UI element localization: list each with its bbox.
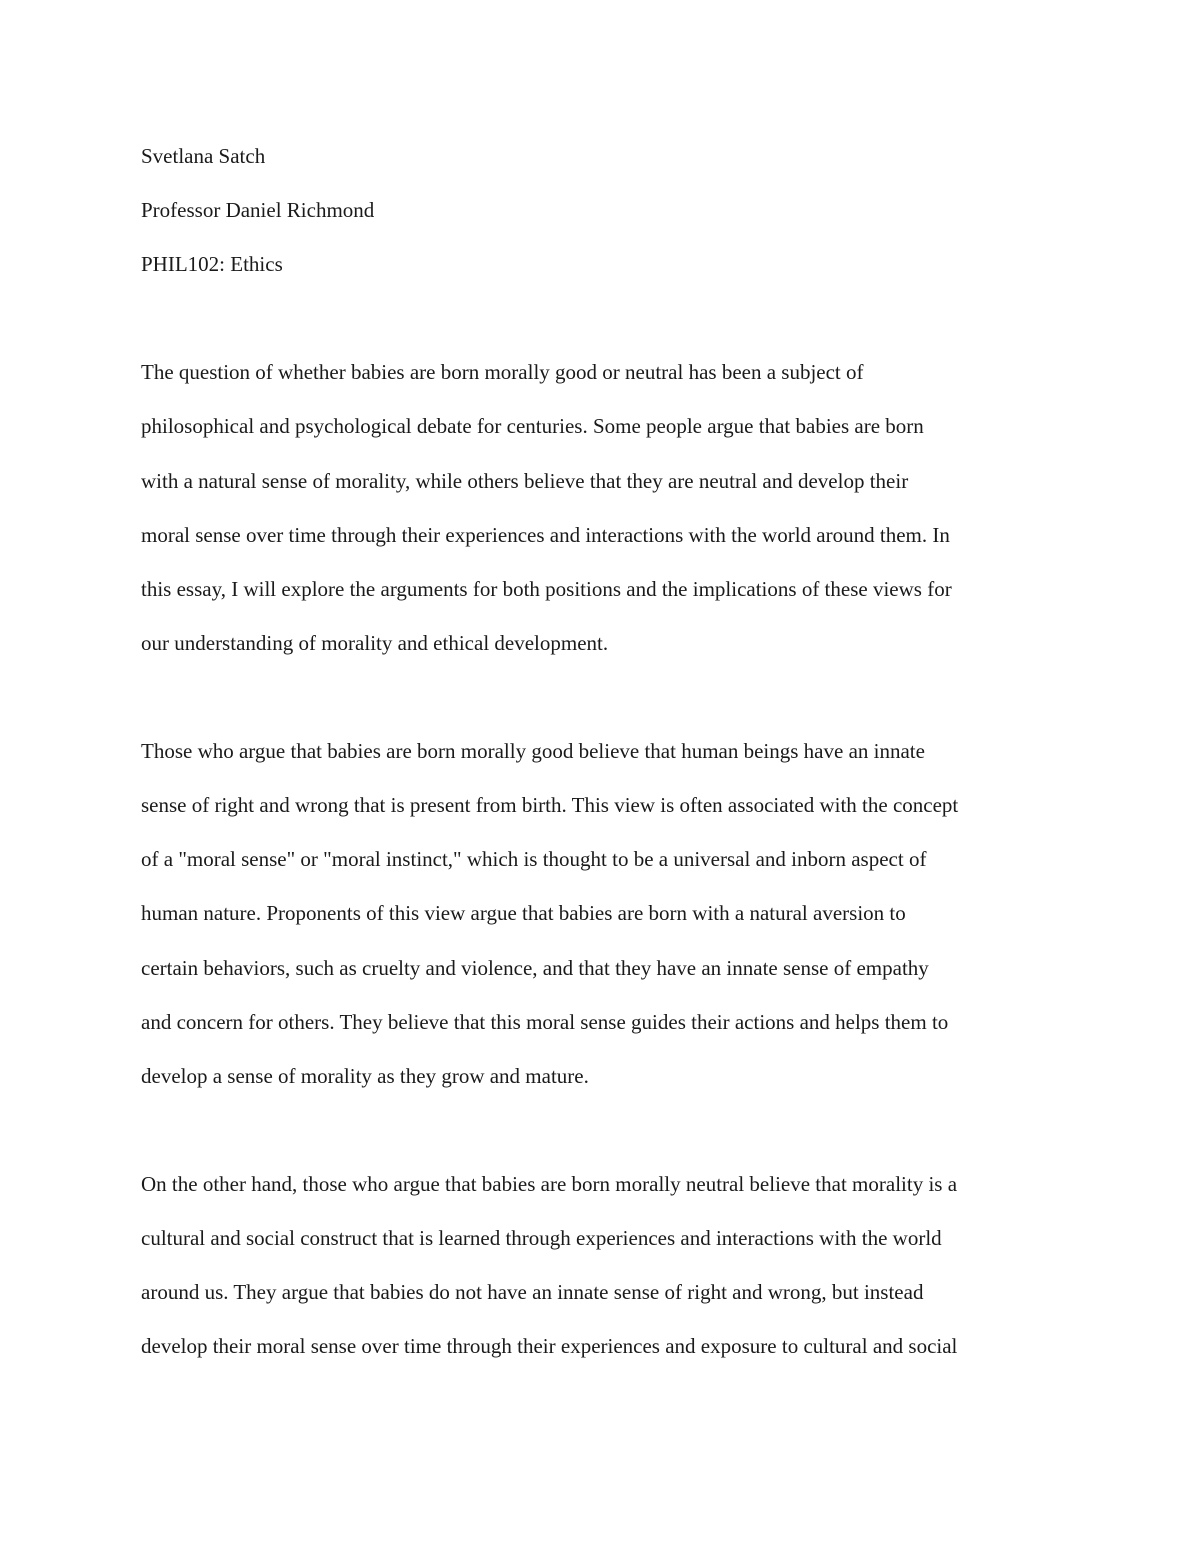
course-title: PHIL102: Ethics xyxy=(141,252,283,276)
paragraph-line: develop their moral sense over time through their experiences and exposure to cultural and social xyxy=(141,1334,958,1358)
paragraph-line: develop a sense of morality as they grow and mature. xyxy=(141,1064,589,1088)
paragraph-line: moral sense over time through their experiences and interactions with the world around them. In xyxy=(141,523,950,547)
paragraph-line: philosophical and psychological debate for centuries. Some people argue that babies are born xyxy=(141,414,924,438)
paragraph-line: cultural and social construct that is learned through experiences and interactions with the world xyxy=(141,1226,942,1250)
paragraph-line: human nature. Proponents of this view argue that babies are born with a natural aversion to xyxy=(141,901,906,925)
professor-name: Professor Daniel Richmond xyxy=(141,198,375,222)
paragraph-line: this essay, I will explore the arguments for both positions and the implications of these views for xyxy=(141,577,952,601)
paragraph-line: our understanding of morality and ethical development. xyxy=(141,631,609,655)
paragraph-line: Those who argue that babies are born morally good believe that human beings have an innate xyxy=(141,739,925,763)
paragraph-line: of a "moral sense" or "moral instinct," which is thought to be a universal and inborn aspect of xyxy=(141,847,927,871)
paragraph-line: with a natural sense of morality, while others believe that they are neutral and develop their xyxy=(141,469,909,493)
paragraph-line: around us. They argue that babies do not have an innate sense of right and wrong, but instead xyxy=(141,1280,924,1304)
paragraph-line: The question of whether babies are born morally good or neutral has been a subject of xyxy=(141,360,864,384)
paragraph-line: sense of right and wrong that is present from birth. This view is often associated with the concept xyxy=(141,793,959,817)
paragraph-line: and concern for others. They believe that this moral sense guides their actions and helps them to xyxy=(141,1010,949,1034)
student-name: Svetlana Satch xyxy=(141,144,266,168)
paragraph-line: On the other hand, those who argue that babies are born morally neutral believe that morality is a xyxy=(141,1172,958,1196)
paragraph-line: certain behaviors, such as cruelty and violence, and that they have an innate sense of empathy xyxy=(141,956,929,980)
